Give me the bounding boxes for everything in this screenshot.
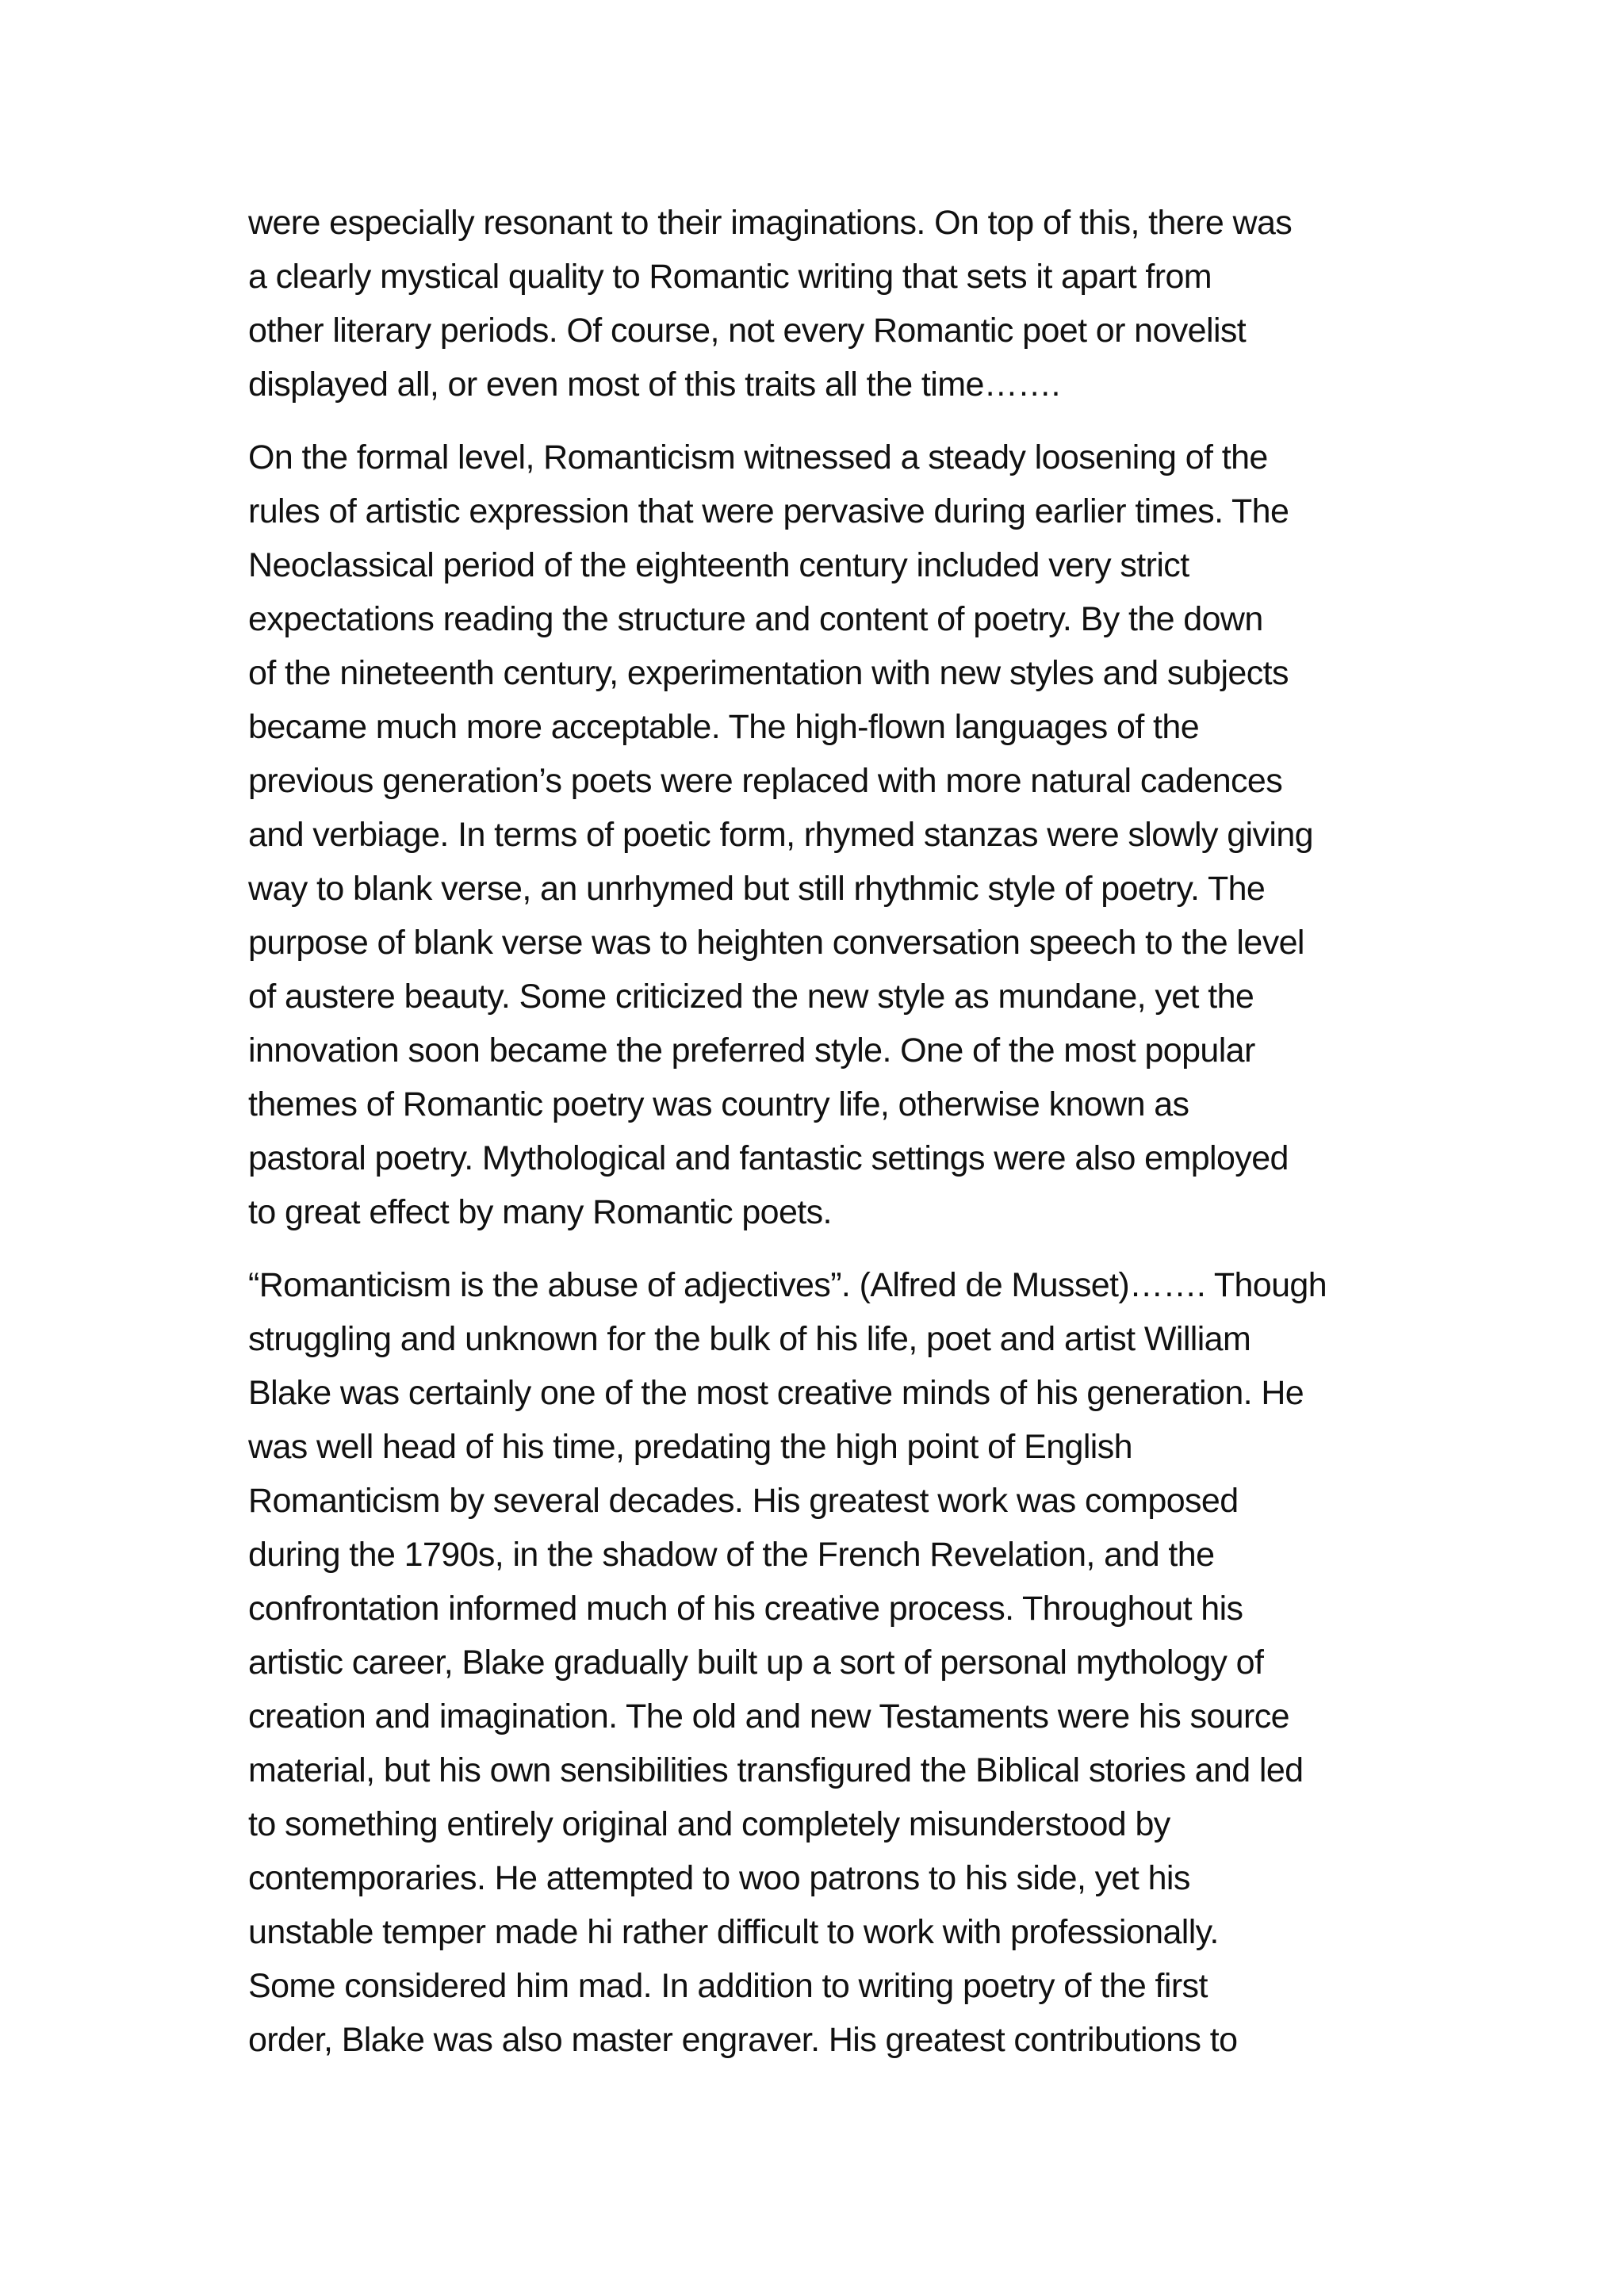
text-line: unstable temper made hi rather difficult to work with professionally. <box>248 1913 1219 1951</box>
text-line: pastoral poetry. Mythological and fantastic settings were also employed <box>248 1139 1289 1177</box>
text-line: innovation soon became the preferred style. One of the most popular <box>248 1031 1255 1070</box>
paragraph-1 <box>248 196 1422 411</box>
text-line: of austere beauty. Some criticized the new style as mundane, yet the <box>248 978 1254 1016</box>
text-line: themes of Romantic poetry was country life, otherwise known as <box>248 1085 1189 1123</box>
text-line: “Romanticism is the abuse of adjectives”. (Alfred de Musset)……. Though <box>248 1266 1327 1304</box>
text-line: purpose of blank verse was to heighten conversation speech to the level <box>248 924 1304 962</box>
text-line: contemporaries. He attempted to woo patrons to his side, yet his <box>248 1859 1190 1897</box>
text-line: to great effect by many Romantic poets. <box>248 1193 832 1231</box>
text-line: confrontation informed much of his creative process. Throughout his <box>248 1590 1243 1628</box>
text-line: Neoclassical period of the eighteenth century included very strict <box>248 546 1189 584</box>
text-line: during the 1790s, in the shadow of the French Revelation, and the <box>248 1536 1215 1574</box>
text-line: previous generation’s poets were replaced with more natural cadences <box>248 762 1283 800</box>
text-line: creation and imagination. The old and new Testaments were his source <box>248 1697 1289 1735</box>
text-line: were especially resonant to their imaginations. On top of this, there was <box>248 204 1293 242</box>
text-line: rules of artistic expression that were pervasive during earlier times. The <box>248 492 1289 530</box>
text-line: order, Blake was also master engraver. His greatest contributions to <box>248 2021 1238 2059</box>
paragraph-3 <box>248 1258 1422 2067</box>
text-line: displayed all, or even most of this traits all the time……. <box>248 365 1060 404</box>
text-line: Blake was certainly one of the most creative minds of his generation. He <box>248 1374 1304 1412</box>
text-line: On the formal level, Romanticism witnessed a steady loosening of the <box>248 438 1268 476</box>
text-line: became much more acceptable. The high-flown languages of the <box>248 708 1200 746</box>
text-line: to something entirely original and completely misunderstood by <box>248 1805 1170 1843</box>
text-line: a clearly mystical quality to Romantic writing that sets it apart from <box>248 258 1212 296</box>
text-line: struggling and unknown for the bulk of his life, poet and artist William <box>248 1320 1251 1358</box>
text-line: other literary periods. Of course, not every Romantic poet or novelist <box>248 312 1247 350</box>
text-line: Some considered him mad. In addition to writing poetry of the first <box>248 1967 1208 2005</box>
text-line: was well head of his time, predating the high point of English <box>248 1428 1132 1466</box>
text-line: artistic career, Blake gradually built up a sort of personal mythology of <box>248 1644 1264 1682</box>
text-line: material, but his own sensibilities transfigured the Biblical stories and led <box>248 1751 1304 1789</box>
text-line: of the nineteenth century, experimentation with new styles and subjects <box>248 654 1289 692</box>
paragraph-2 <box>248 430 1422 1239</box>
text-line: and verbiage. In terms of poetic form, rhymed stanzas were slowly giving <box>248 816 1313 854</box>
text-line: expectations reading the structure and content of poetry. By the down <box>248 600 1263 638</box>
text-line: way to blank verse, an unrhymed but still rhythmic style of poetry. The <box>248 870 1266 908</box>
body-text <box>248 196 1422 2086</box>
text-line: Romanticism by several decades. His greatest work was composed <box>248 1482 1239 1520</box>
